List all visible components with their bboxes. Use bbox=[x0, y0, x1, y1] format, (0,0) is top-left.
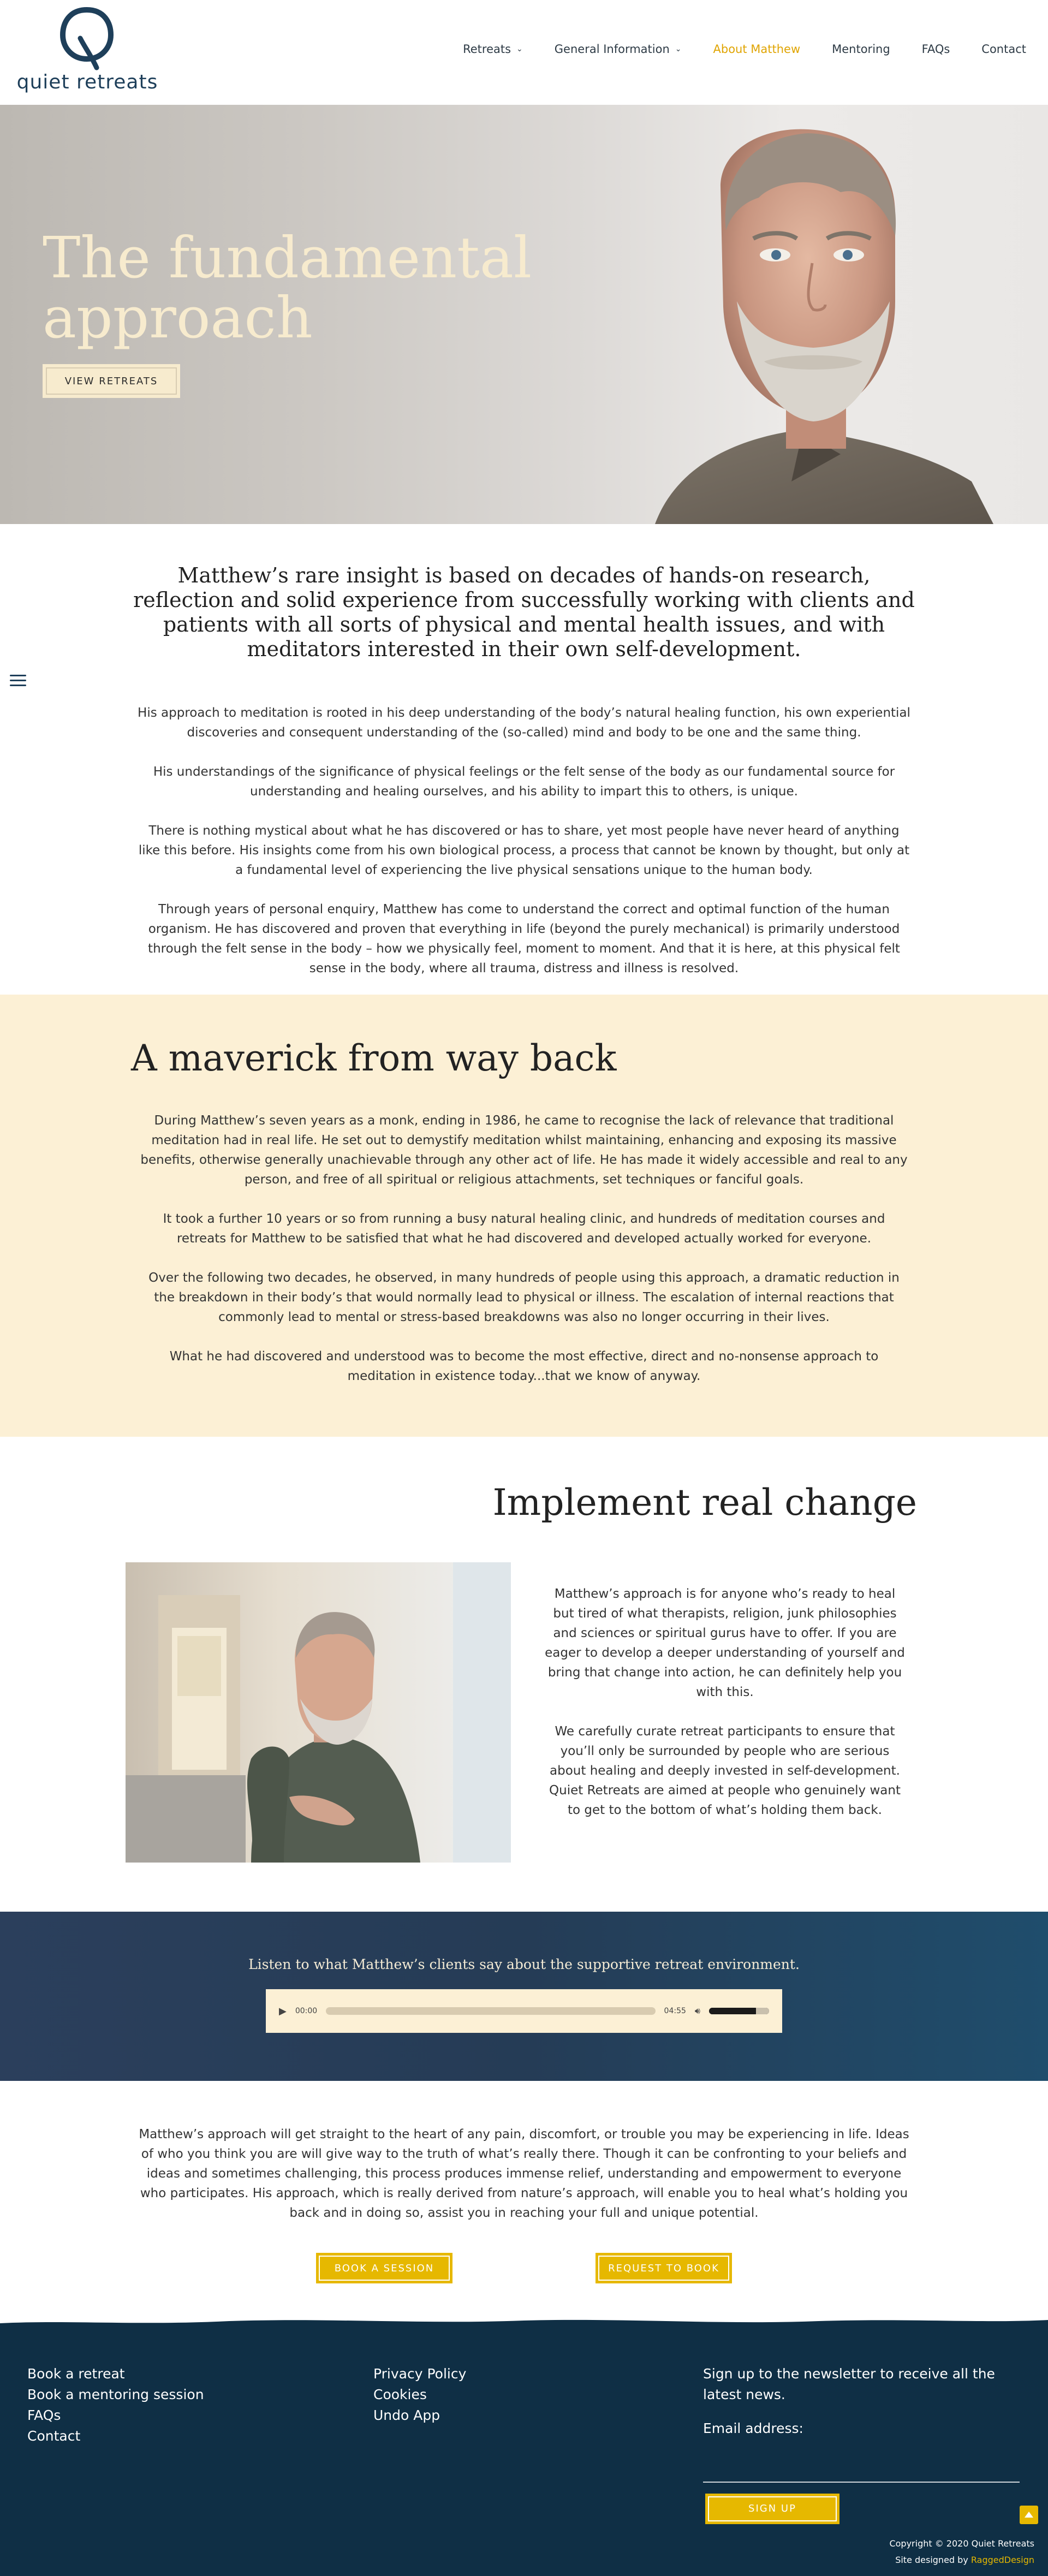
nav-item-retreats[interactable] bbox=[463, 43, 523, 56]
matthew-speaking-image bbox=[126, 1562, 511, 1863]
request-to-book-button[interactable]: REQUEST TO BOOK bbox=[596, 2253, 732, 2283]
hero-portrait-image bbox=[557, 105, 1048, 524]
volume-slider[interactable] bbox=[709, 2008, 769, 2014]
footer-link-book-mentoring[interactable]: Book a mentoring session bbox=[27, 2387, 204, 2402]
implement-paragraph: Matthew’s approach is for anyone who’s ready to heal but tired of what therapists, religion, junk philosophies and sciences or spiritual gurus have to offer. If you are eager to develop a deeper understanding of yourself and bring that change into action, he can definitely help you with this. bbox=[545, 1587, 905, 1699]
footer-links-legal bbox=[373, 2364, 466, 2426]
intro-body bbox=[136, 703, 912, 978]
nav-label: About Matthew bbox=[713, 43, 801, 56]
footer-link-contact[interactable]: Contact bbox=[27, 2428, 81, 2444]
implement-paragraph: We carefully curate retreat participants to ensure that you’ll only be surrounded by people who are serious about healing and deeply invested in self-development. Quiet Retreats are aimed at people who genuinely want to get to the bottom of what’s holding them back. bbox=[549, 1724, 901, 1817]
intro-paragraph: His approach to meditation is rooted in his deep understanding of the body’s natural healing function, his own experiential discoveries and consequent understanding of the (so-called) mind and body to be one and the same thing. bbox=[138, 706, 910, 740]
current-time: 00:00 bbox=[295, 2007, 318, 2015]
nav-label: Contact bbox=[981, 43, 1026, 56]
intro-paragraph: Through years of personal enquiry, Matthew has come to understand the correct and optimal function of the human organism. He has discovered and proven that everything in life (beyond the purely mechanical) is primarily understood through the felt sense in the body – how we physically feel, moment to moment. And that it is here, at this physical felt sense in the body, where all trauma, distress and illness is resolved. bbox=[148, 902, 900, 975]
closing-body bbox=[136, 2081, 912, 2223]
nav-item-contact[interactable] bbox=[981, 43, 1026, 56]
footer-brush-edge bbox=[0, 2316, 1048, 2332]
back-to-top-button[interactable] bbox=[1020, 2506, 1038, 2524]
book-session-button[interactable]: BOOK A SESSION bbox=[316, 2253, 452, 2283]
hero-title bbox=[43, 224, 532, 351]
testimonial-audio-section bbox=[0, 1912, 1048, 2081]
maverick-paragraph: It took a further 10 years or so from running a busy natural healing clinic, and hundreds of meditation courses and retreats for Matthew to be satisfied that what he had discovered and developed actually worked for everyone. bbox=[163, 1212, 885, 1246]
nav-item-mentoring[interactable] bbox=[832, 43, 890, 56]
logo-wordmark: quiet retreats bbox=[16, 71, 158, 93]
audio-player bbox=[266, 1989, 782, 2033]
newsletter-form bbox=[703, 2364, 1020, 2524]
nav-item-about-matthew[interactable] bbox=[713, 43, 801, 56]
hero-banner bbox=[0, 105, 1048, 524]
copyright-block bbox=[889, 2536, 1034, 2568]
intro-paragraph: There is nothing mystical about what he has discovered or has to share, yet most people have never heard of anything like this before. His insights come from his own biological process, a process that cannot be known by thought, but only at a fundamental level of experiencing the live physical sensations unique to the human body. bbox=[138, 824, 910, 877]
arrow-up-icon bbox=[1024, 2511, 1034, 2519]
intro-paragraph: His understandings of the significance of physical feelings or the felt sense of the body as our fundamental source for understanding and healing ourselves, and his ability to impart this to others, is unique. bbox=[153, 765, 895, 799]
intro-lead: Matthew’s rare insight is based on decades of hands-on research, reflection and solid experience from successfully working with clients and patients with all sorts of physical and mental health issues, and with meditators interested in their own self-development. bbox=[133, 563, 915, 661]
volume-level bbox=[709, 2008, 757, 2014]
email-field[interactable] bbox=[703, 2450, 1020, 2483]
play-icon[interactable]: ▶ bbox=[279, 2005, 287, 2017]
copyright-text: Copyright © 2020 Quiet Retreats bbox=[889, 2538, 1034, 2549]
closing-section bbox=[0, 2081, 1048, 2323]
credit-link[interactable]: RaggedDesign bbox=[970, 2555, 1034, 2565]
implement-heading: Implement real change bbox=[492, 1482, 917, 1524]
maverick-body bbox=[136, 1111, 912, 1386]
cta-row bbox=[0, 2253, 1048, 2283]
credit-prefix: Site designed by bbox=[895, 2555, 971, 2565]
maverick-section bbox=[0, 995, 1048, 1437]
newsletter-text: Sign up to the newsletter to receive all the latest news. bbox=[703, 2366, 995, 2402]
nav-item-general-information[interactable] bbox=[555, 43, 682, 56]
nav-label: General Information bbox=[554, 43, 670, 56]
implement-section bbox=[0, 1437, 1048, 1912]
hero-title-line: approach bbox=[43, 284, 313, 351]
volume-icon[interactable]: 🔊︎ bbox=[694, 2006, 700, 2016]
maverick-heading: A maverick from way back bbox=[131, 1037, 617, 1079]
site-header bbox=[0, 0, 1048, 105]
hamburger-menu-icon[interactable] bbox=[10, 675, 26, 687]
nav-label: Retreats bbox=[463, 43, 511, 56]
logo[interactable] bbox=[16, 7, 158, 99]
footer-link-cookies[interactable]: Cookies bbox=[373, 2387, 427, 2402]
email-label: Email address: bbox=[703, 2420, 803, 2436]
footer-link-faqs[interactable]: FAQs bbox=[27, 2407, 61, 2423]
nav-item-faqs[interactable] bbox=[922, 43, 950, 56]
logo-q-mark bbox=[57, 7, 116, 72]
volume-remainder bbox=[756, 2008, 769, 2014]
audio-progress-track[interactable] bbox=[326, 2007, 655, 2015]
footer-links-primary bbox=[27, 2364, 204, 2447]
implement-body bbox=[545, 1584, 905, 1820]
maverick-paragraph: During Matthew’s seven years as a monk, ending in 1986, he came to recognise the lack of relevance that traditional meditation had in real life. He set out to demystify meditation whilst maintaining, enhancing and exposing its massive benefits, otherwise generally unachievable through any other act of life. He has made it widely accessible and real to any person, and free of all spiritual or religious attachments, set techniques or fanciful goals. bbox=[140, 1114, 908, 1187]
sign-up-button[interactable]: SIGN UP bbox=[705, 2494, 839, 2524]
hero-title-line: The fundamental bbox=[43, 224, 532, 291]
chevron-down-icon: ⌄ bbox=[675, 45, 682, 53]
footer-link-book-retreat[interactable]: Book a retreat bbox=[27, 2366, 125, 2382]
view-retreats-button[interactable]: VIEW RETREATS bbox=[43, 364, 180, 398]
audio-caption: Listen to what Matthew’s clients say about the supportive retreat environment. bbox=[248, 1956, 800, 1972]
nav-label: Mentoring bbox=[832, 43, 890, 56]
site-footer bbox=[0, 2323, 1048, 2576]
duration: 04:55 bbox=[664, 2007, 686, 2015]
chevron-down-icon: ⌄ bbox=[516, 45, 523, 53]
maverick-paragraph: What he had discovered and understood was to become the most effective, direct and no-nonsense approach to meditation in existence today...that we know of anyway. bbox=[169, 1349, 879, 1383]
maverick-paragraph: Over the following two decades, he observed, in many hundreds of people using this approach, a dramatic reduction in the breakdown in their body’s that would normally lead to physical or illness. The escalation of internal reactions that commonly lead to mental or stress-based breakdowns was also no longer occurring in their lives. bbox=[148, 1271, 900, 1324]
closing-paragraph: Matthew’s approach will get straight to the heart of any pain, discomfort, or trouble you may be experiencing in life. Ideas of who you think you are will give way to the truth of what’s really there. Though it can be confronting to your beliefs and ideas and sometimes challenging, this process produces immense relief, understanding and empowerment to everyone who participates. His approach, which is really derived from nature’s approach, will enable you to heal what’s holding you back and in doing so, assist you in reaching your full and unique potential. bbox=[139, 2127, 909, 2220]
intro-section bbox=[0, 524, 1048, 995]
main-nav bbox=[463, 43, 1026, 56]
footer-link-undo-app[interactable]: Undo App bbox=[373, 2407, 440, 2423]
nav-label: FAQs bbox=[921, 43, 950, 56]
site-credit bbox=[889, 2552, 1034, 2568]
footer-link-privacy[interactable]: Privacy Policy bbox=[373, 2366, 467, 2382]
